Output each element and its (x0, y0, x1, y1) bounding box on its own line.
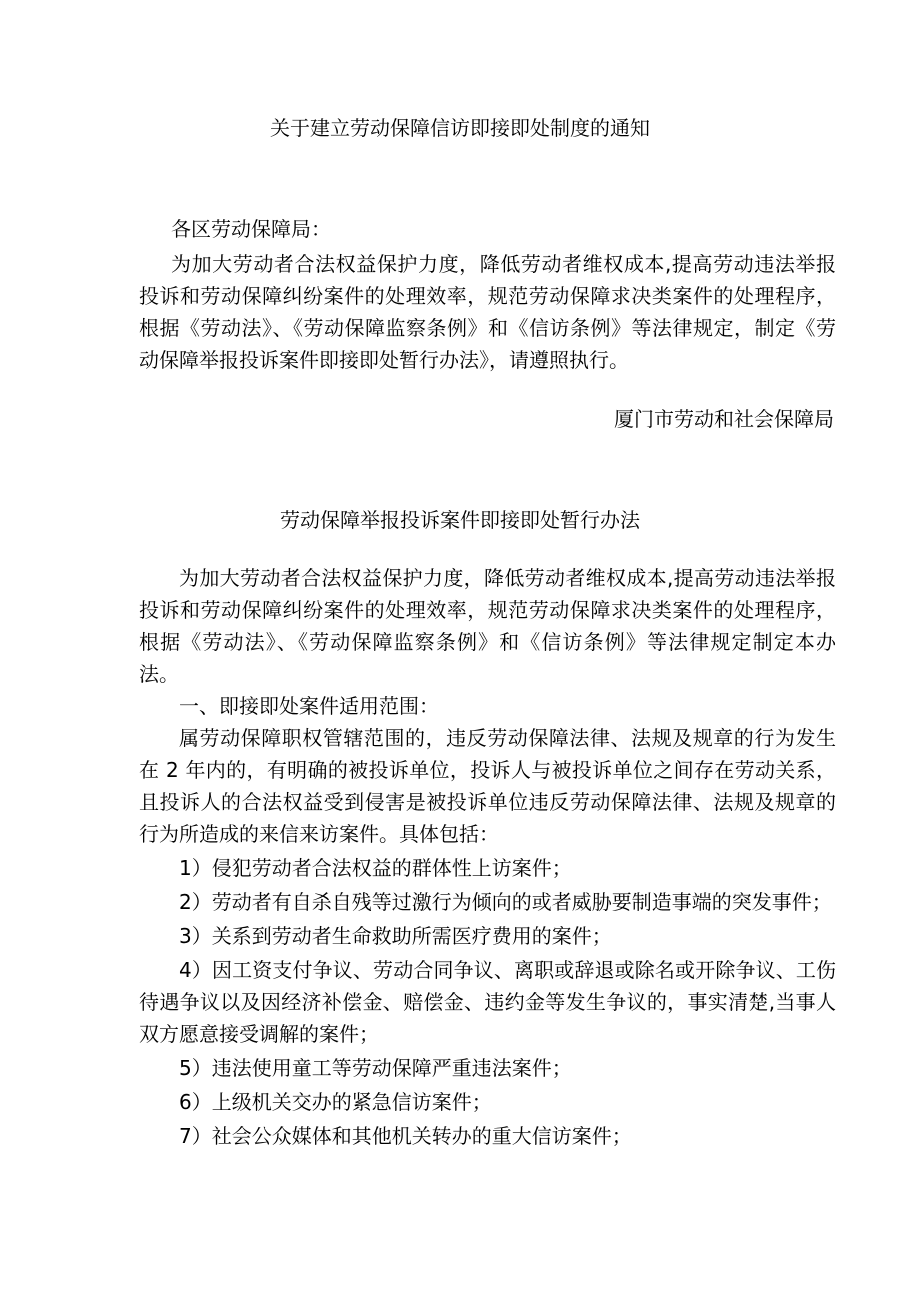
notice-salutation: 各区劳动保障局： (171, 217, 331, 241)
section1-body: 属劳动保障职权管辖范围的，违反劳动保障法律、法规及规章的行为发生在 2 年内的，有明确的被投诉单位，投诉人与被投诉单位之间存在劳动关系，且投诉人的合法权益受到侵害是被投诉单位违反劳动保障法律、法规及规章的行为所造成的来信来访案件。具体包括： (139, 726, 836, 846)
measures-intro: 为加大劳动者合法权益保护力度，降低劳动者维权成本,提高劳动违法举报投诉和劳动保障纠纷案件的处理效率，规范劳动保障求决类案件的处理程序，根据《劳动法》、《劳动保障监察条例》和《信访条例》等法律规定制定本办法。 (139, 566, 836, 686)
notice-title: 关于建立劳动保障信访即接即处制度的通知 (270, 116, 650, 140)
list-item: 7）社会公众媒体和其他机关转办的重大信访案件； (179, 1124, 632, 1148)
measures-body (139, 562, 836, 1152)
notice-body-block (139, 248, 836, 376)
notice-signature: 厦门市劳动和社会保障局 (614, 407, 834, 431)
list-item: 5）违法使用童工等劳动保障严重违法案件； (179, 1056, 572, 1080)
section1-heading: 一、即接即处案件适用范围： (179, 694, 439, 718)
list-item: 6）上级机关交办的紧急信访案件； (179, 1090, 492, 1114)
list-item: 1）侵犯劳动者合法权益的群体性上访案件； (179, 856, 572, 880)
notice-body: 为加大劳动者合法权益保护力度，降低劳动者维权成本,提高劳动违法举报投诉和劳动保障纠纷案件的处理效率，规范劳动保障求决类案件的处理程序，根据《劳动法》、《劳动保障监察条例》和《信访条例》等法律规定，制定《劳动保障举报投诉案件即接即处暂行办法》，请遵照执行。 (139, 252, 836, 372)
measures-title: 劳动保障举报投诉案件即接即处暂行办法 (280, 508, 640, 532)
list-item: 4）因工资支付争议、劳动合同争议、离职或辞退或除名或开除争议、工伤待遇争议以及因经济补偿金、赔偿金、违约金等发生争议的，事实清楚,当事人双方愿意接受调解的案件； (139, 958, 836, 1046)
list-item: 2）劳动者有自杀自残等过激行为倾向的或者威胁要制造事端的突发事件； (179, 890, 832, 914)
list-item: 3）关系到劳动者生命救助所需医疗费用的案件； (179, 924, 612, 948)
